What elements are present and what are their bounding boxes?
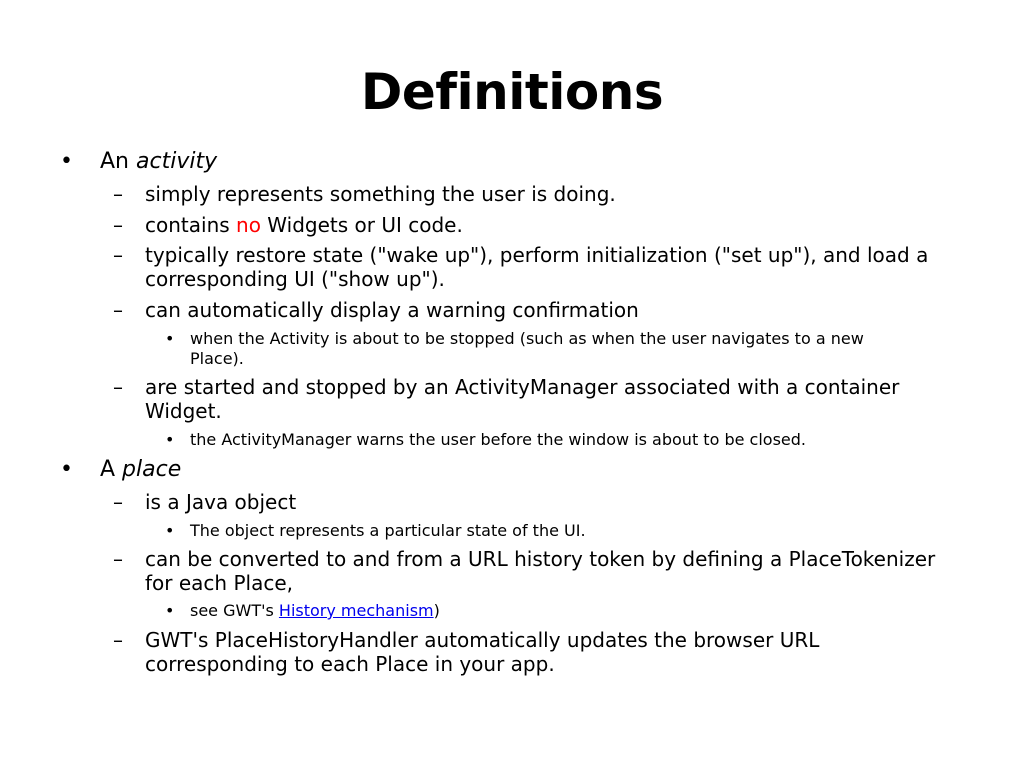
item-text: can automatically display a warning confirmation: [145, 298, 639, 322]
dash-marker: –: [113, 213, 123, 237]
sub-bullet-activity-5: [113, 375, 900, 423]
bullet-marker: •: [60, 149, 73, 174]
item-text: is a Java object: [145, 490, 297, 514]
item-text: simply represents something the user is doing.: [145, 182, 616, 206]
item-text: the ActivityManager warns the user before the window is about to be closed.: [190, 430, 806, 449]
highlight-no: no: [236, 213, 261, 237]
dash-marker: –: [113, 298, 123, 322]
history-mechanism-link[interactable]: History mechanism: [278, 601, 434, 620]
dash-marker: –: [113, 375, 123, 399]
bullet-prefix: An: [100, 149, 136, 174]
item-line-1: typically restore state ("wake up"), perform initialization ("set up"), and load a: [145, 243, 929, 267]
item-text: The object represents a particular state of the UI.: [190, 521, 586, 540]
bullet-small-marker: •: [165, 521, 175, 540]
sub-sub-bullet-activity-5: [165, 430, 806, 450]
item-line-2: Widget.: [145, 399, 222, 423]
bullet-marker: •: [60, 457, 73, 482]
dash-marker: –: [113, 243, 123, 267]
item-line-2: corresponding UI ("show up").: [145, 267, 445, 291]
sub-bullet-place-3: [113, 628, 820, 676]
bullet-small-marker: •: [165, 430, 175, 449]
sub-bullet-activity-1: [113, 182, 616, 206]
bullet-small-marker: •: [165, 329, 175, 348]
item-text-after: Widgets or UI code.: [260, 213, 463, 237]
dash-marker: –: [113, 182, 123, 206]
bullet-activity: [60, 149, 218, 175]
item-line-1: GWT's PlaceHistoryHandler automatically updates the browser URL: [145, 628, 820, 652]
bullet-small-marker: •: [165, 601, 175, 620]
sub-bullet-place-2: [113, 547, 936, 595]
sub-sub-bullet-activity-4: [165, 329, 864, 369]
sub-sub-bullet-place-1: [165, 521, 586, 541]
item-line-1: when the Activity is about to be stopped (such as when the user navigates to a new: [190, 329, 864, 348]
bullet-place: [60, 457, 182, 483]
sub-bullet-activity-3: [113, 243, 929, 291]
dash-marker: –: [113, 490, 123, 514]
item-line-1: can be converted to and from a URL history token by defining a PlaceTokenizer: [145, 547, 936, 571]
item-text-before: see GWT's: [190, 601, 279, 620]
item-line-2: Place).: [190, 349, 244, 368]
item-line-2: for each Place,: [145, 571, 293, 595]
term-activity: activity: [136, 149, 218, 174]
item-line-2: corresponding to each Place in your app.: [145, 652, 555, 676]
sub-bullet-place-1: [113, 490, 297, 514]
item-text-after: ): [433, 601, 440, 620]
dash-marker: –: [113, 628, 123, 652]
bullet-prefix: A: [100, 457, 123, 482]
slide-title: Definitions: [360, 63, 664, 121]
sub-sub-bullet-place-2: [165, 601, 440, 621]
item-line-1: are started and stopped by an ActivityManager associated with a container: [145, 375, 900, 399]
dash-marker: –: [113, 547, 123, 571]
item-text-before: contains: [145, 213, 237, 237]
sub-bullet-activity-4: [113, 298, 639, 322]
sub-bullet-activity-2: [113, 213, 463, 237]
term-place: place: [122, 457, 182, 482]
